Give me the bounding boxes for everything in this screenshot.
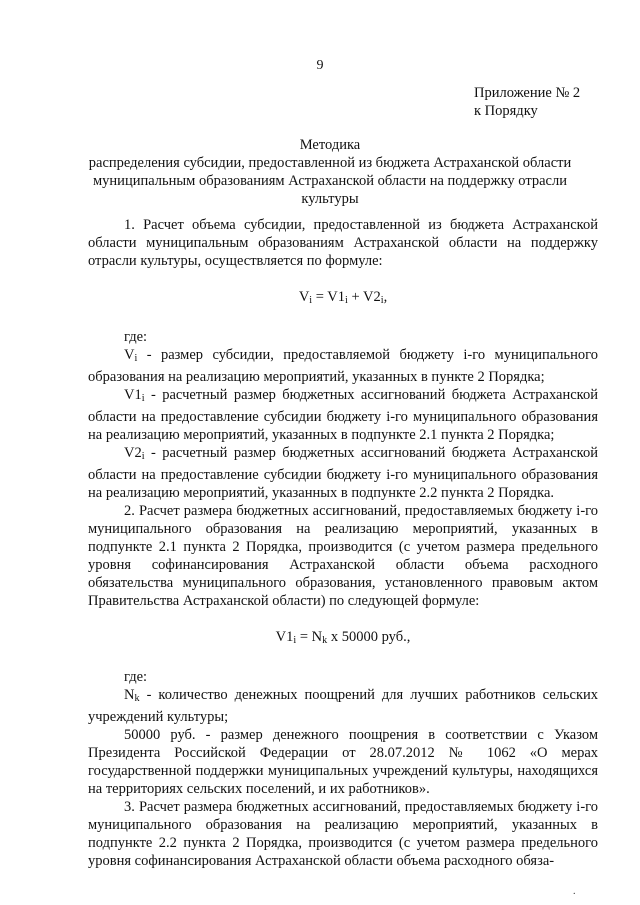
definition-v1i: $V1_i$ - расчетный размер бюджетных ассигнований бюджета Астраханской области на предоставление субсидии бюджету i-го муниципального образования на реализацию мероприятий, указанных в подпункте 2.1 пункта 2 Порядка; — [88, 387, 598, 443]
where-label-2: где: — [124, 669, 148, 685]
formula-2: $V1_i = N_k$ x 50000 руб., — [275, 629, 411, 646]
document-body — [88, 216, 598, 870]
title-line-2: распределения субсидии, предоставленной из бюджета Астраханской области — [88, 155, 572, 171]
title-line-3: муниципальным образованиям Астраханской области на поддержку отрасли — [93, 173, 567, 189]
section-2-paragraph: 2. Расчет размера бюджетных ассигнований, предоставляемых бюджету i-го муниципального образования на реализацию мероприятий, указанных в подпункте 2.1 пункта 2 Порядка, производится (с учетом размера предельного уровня софинансирования Астраханской области объема расходного обязательства муниципального образования, установленного правовым актом Правительства Астраханской области) по следующей формуле: — [88, 503, 598, 609]
appendix-header — [474, 84, 580, 120]
title-line-4: культуры — [301, 191, 359, 207]
section-3-paragraph: 3. Расчет размера бюджетных ассигнований, предоставляемых бюджету i-го муниципального образования на реализацию мероприятий, указанных в подпункте 2.2 пункта 2 Порядка, производится (с учетом размера предельного уровня софинансирования Астраханской области объема расходного обяза- — [88, 799, 598, 869]
page-number: 9 — [316, 58, 324, 73]
definition-nk: $N_k$ - количество денежных поощрений для лучших работников сельских учреждений культуры; — [88, 687, 598, 725]
corner-mark: . — [573, 886, 576, 897]
where-label-1: где: — [124, 329, 148, 345]
definition-amount: 50000 руб. - размер денежного поощрения в соответствии с Указом Президента Российской Федерации от 28.07.2012 № 1062 «О мерах государственной поддержки муниципальных учреждений культуры, находящихся на территориях сельских поселений, и их работников». — [88, 727, 598, 797]
formula-1: $V_i = V1_i + V2_i$, — [298, 289, 388, 306]
appendix-line-1: Приложение № 2 — [474, 85, 581, 101]
definition-vi: $V_i$ - размер субсидии, предоставляемой бюджету i-го муниципального образования на реализацию мероприятий, указанных в пункте 2 Порядка; — [88, 347, 598, 385]
appendix-line-2: к Порядку — [474, 103, 538, 119]
section-1-paragraph: 1. Расчет объема субсидии, предоставленной из бюджета Астраханской области муниципальным образованиям Астраханской области на поддержку отрасли культуры, осуществляется по формуле: — [88, 217, 598, 269]
definition-v2i: $V2_i$ - расчетный размер бюджетных ассигнований бюджета Астраханской области на предоставление субсидии бюджету i-го муниципального образования на реализацию мероприятий, указанных в подпункте 2.2 пункта 2 Порядка. — [88, 445, 598, 501]
document-title — [70, 136, 590, 208]
title-line-1: Методика — [299, 137, 361, 153]
